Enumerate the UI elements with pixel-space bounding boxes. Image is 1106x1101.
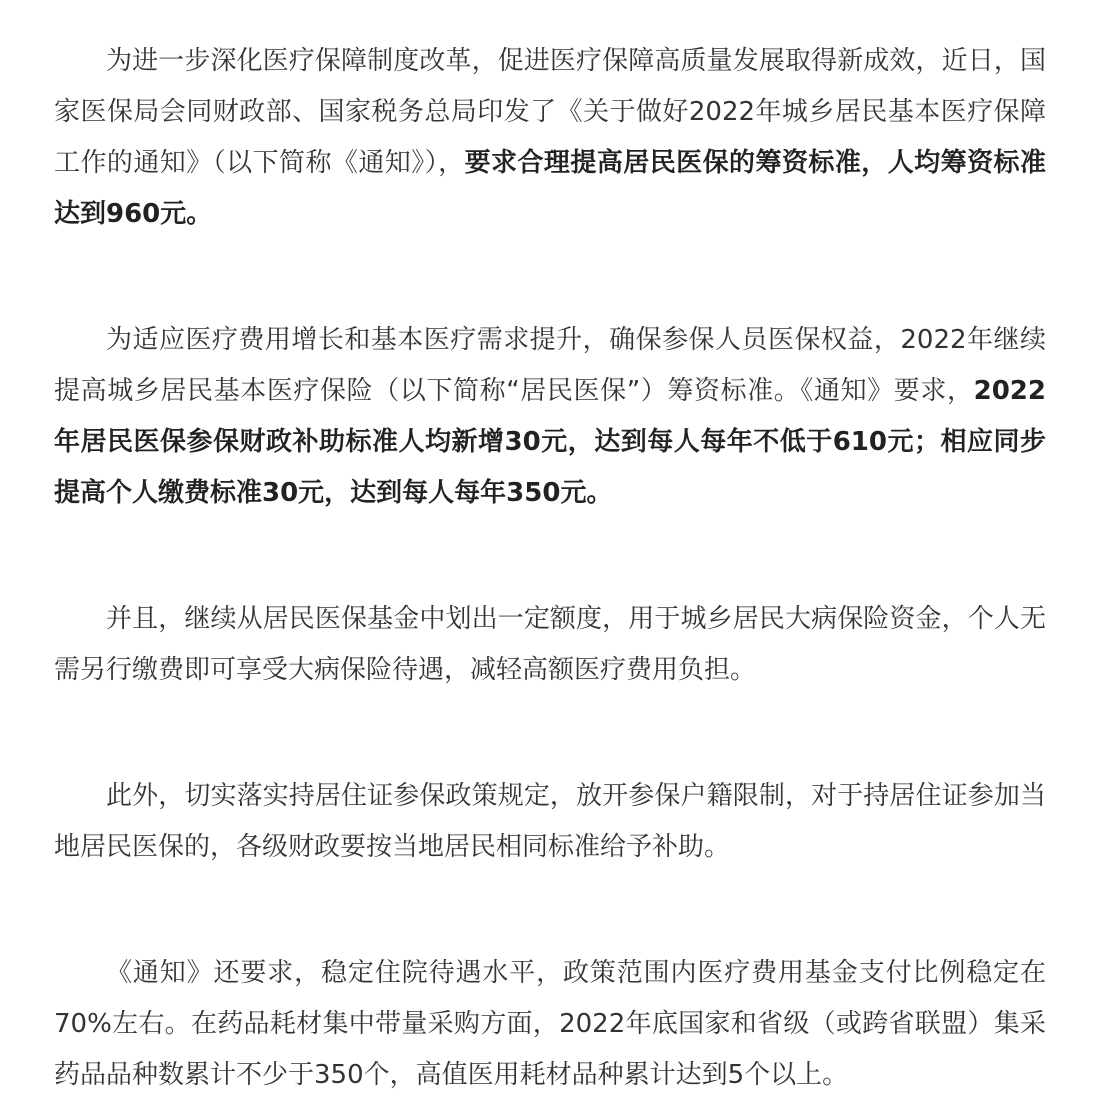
paragraph-text: 为适应医疗费用增长和基本医疗需求提升，确保参保人员医保权益，2022年继续提高城乡居民基本医疗保险（以下简称“居民医保”）筹资标准。《通知》要求，	[54, 325, 1046, 406]
paragraph-emphasis: 2022年居民医保参保财政补助标准人均新增30元，达到每人每年不低于610元；相应同步提高个人缴费标准30元，达到每人每年350元。	[54, 376, 1046, 508]
paragraph-5	[54, 948, 1046, 1101]
paragraph-1	[54, 36, 1046, 240]
paragraph-text: 《通知》还要求，稳定住院待遇水平，政策范围内医疗费用基金支付比例稳定在70%左右。在药品耗材集中带量采购方面，2022年底国家和省级（或跨省联盟）集采药品品种数累计不少于350个，高值医用耗材品种累计达到5个以上。	[54, 958, 1046, 1090]
paragraph-emphasis: 要求合理提高居民医保的筹资标准，人均筹资标准达到960元。	[54, 148, 1046, 229]
paragraph-4	[54, 771, 1046, 873]
paragraph-text: 为进一步深化医疗保障制度改革，促进医疗保障高质量发展取得新成效，近日，国家医保局会同财政部、国家税务总局印发了《关于做好2022年城乡居民基本医疗保障工作的通知》（以下简称《通知》），	[54, 46, 1046, 178]
paragraph-text: 此外，切实落实持居住证参保政策规定，放开参保户籍限制，对于持居住证参加当地居民医保的，各级财政要按当地居民相同标准给予补助。	[54, 781, 1046, 862]
article-body	[54, 36, 1046, 1101]
paragraph-2	[54, 315, 1046, 519]
paragraph-text: 并且，继续从居民医保基金中划出一定额度，用于城乡居民大病保险资金，个人无需另行缴费即可享受大病保险待遇，减轻高额医疗费用负担。	[54, 604, 1046, 685]
paragraph-3	[54, 594, 1046, 696]
